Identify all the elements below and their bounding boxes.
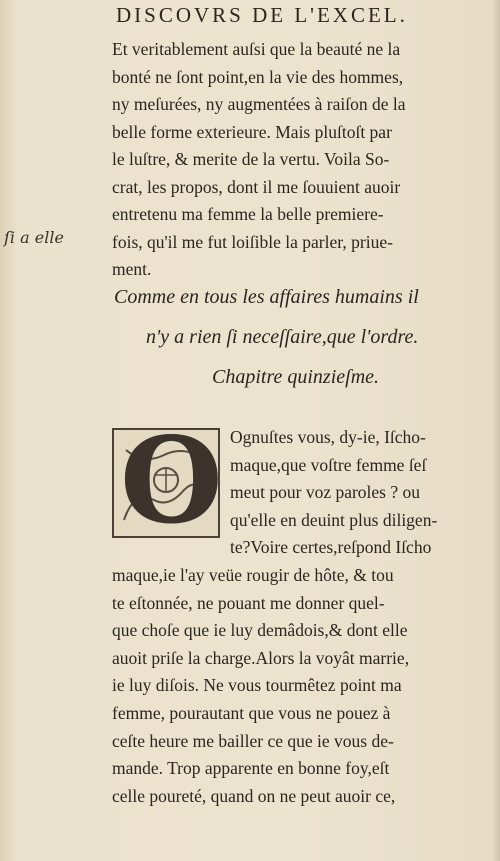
text-line: te eſtonnée, ne pouant me donner quel- (112, 592, 385, 613)
text-line: maque,ie l'ay veüe rougir de hôte, & tou (112, 564, 394, 585)
initial-letter: O (120, 411, 223, 550)
text-line: mande. Trop apparente en bonne foy,eſt (112, 758, 390, 779)
text-line: te?Voire certes,reſpond Iſcho (230, 537, 432, 558)
text-line: bonté ne ſont point,en la vie des hommes, (112, 66, 404, 87)
running-header: DISCOVRS DE L'EXCEL. (116, 3, 408, 27)
text-line: que choſe que ie luy demâdois,& dont elle (112, 620, 408, 641)
text-line: maque,que voſtre femme ſeſ (230, 454, 427, 475)
text-line: crat, les propos, dont il me ſouuient auoir (112, 176, 401, 197)
text-line: qu'elle en deuint plus diligen- (230, 509, 438, 530)
text-line: ny meſurées, ny augmentées à raiſon de la (112, 94, 406, 114)
page-edge-shadow (492, 0, 500, 861)
text-line: le luſtre, & merite de la vertu. Voila So- (112, 149, 390, 169)
text-line: belle forme exterieure. Mais pluſtoſt par (112, 121, 392, 142)
text-line: ceſte heure me bailler ce que ie vous de- (112, 730, 394, 751)
paragraph-2 (112, 424, 488, 810)
text-line: meut pour voz paroles ? ou (230, 482, 421, 503)
text-line: auoit priſe la charge.Alors la voyât marrie, (112, 647, 410, 668)
text-line: Et veritablement auſsi que la beauté ne la (112, 39, 401, 59)
text-line: Ognuſtes vous, dy-ie, Iſcho- (230, 427, 426, 447)
text-line: celle poureté, quand on ne peut auoir ce, (112, 785, 396, 806)
margin-annotation: ſi a elle (4, 228, 64, 247)
text-line: ie luy diſois. Ne vous tourmêtez point ma (112, 675, 402, 696)
text-line: entretenu ma femme la belle premiere- (112, 204, 384, 224)
chapter-heading-line-1: Comme en tous les affaires humains il (114, 286, 419, 308)
chapter-heading-line-2: n'y a rien ſi neceſſaire,que l'ordre. (146, 326, 419, 348)
text-line: ment. (112, 259, 152, 279)
text-line: fois, qu'il me fut loiſible la parler, priue- (112, 231, 393, 252)
paragraph-1 (112, 36, 484, 284)
chapter-number: Chapitre quinzieſme. (212, 366, 380, 388)
text-line: femme, pourautant que vous ne pouez à (112, 702, 391, 723)
